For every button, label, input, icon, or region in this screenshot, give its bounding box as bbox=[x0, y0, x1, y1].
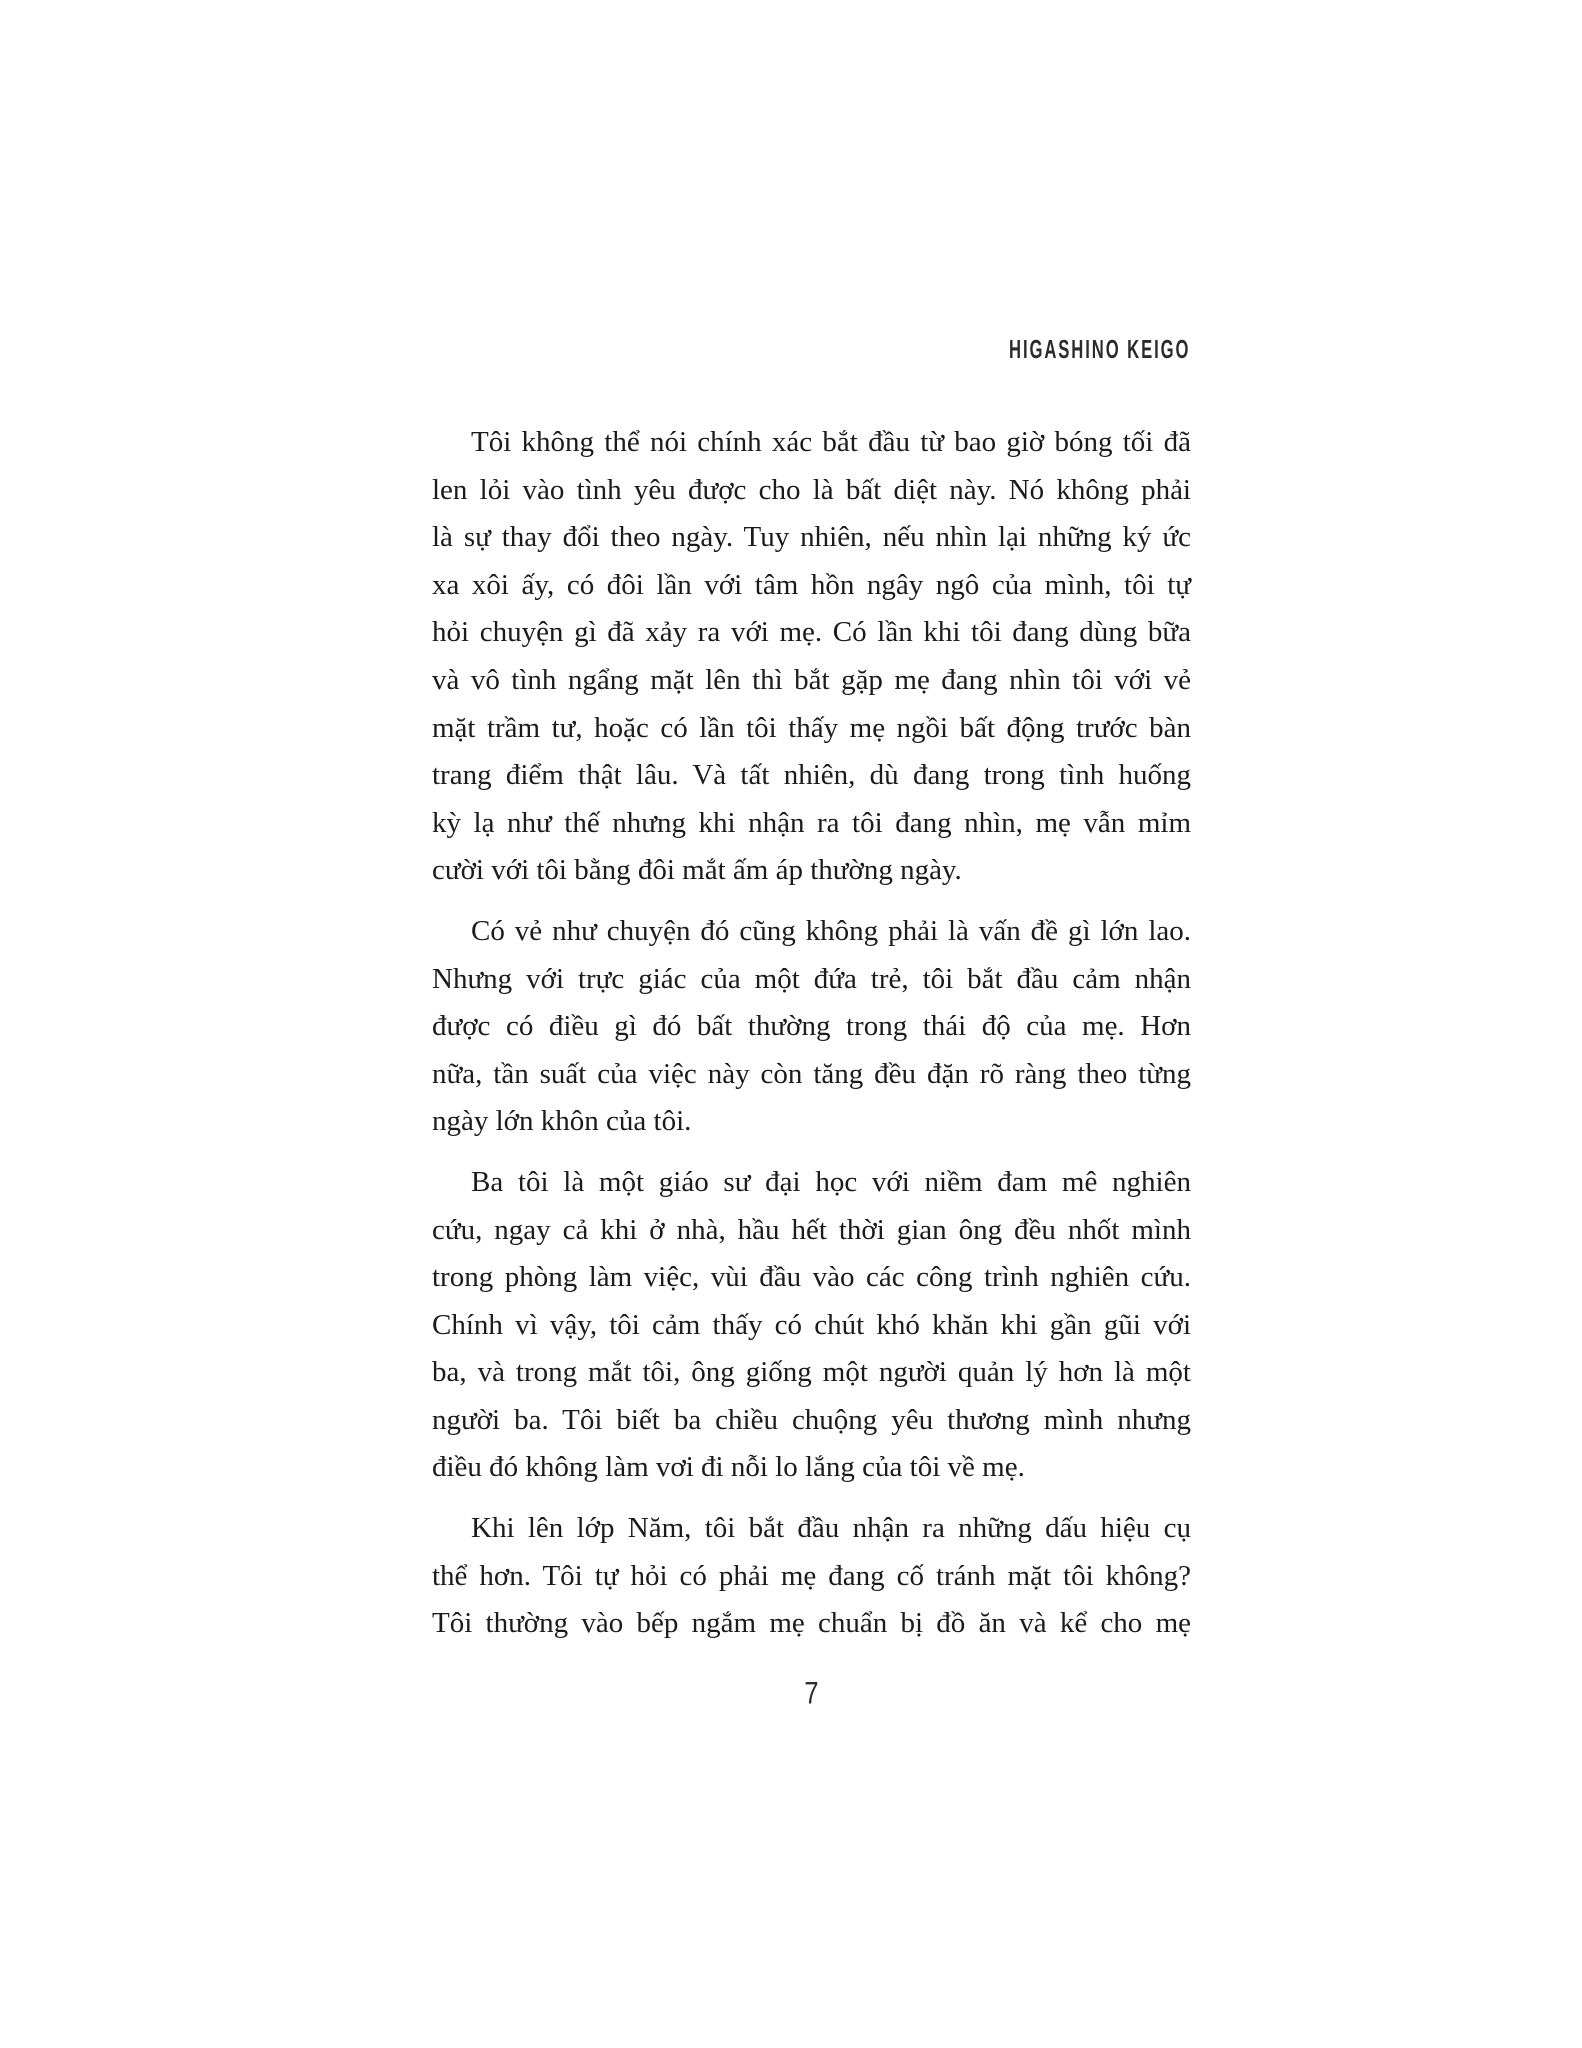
text-line: người ba. Tôi biết ba chiều chuộng yêu thương mình nhưng bbox=[432, 1403, 1191, 1436]
text-line: Nhưng với trực giác của một đứa trẻ, tôi bắt đầu cảm nhận bbox=[432, 962, 1191, 995]
paragraph bbox=[432, 419, 1191, 895]
text-line: kỳ lạ như thế nhưng khi nhận ra tôi đang nhìn, mẹ vẫn mỉm bbox=[432, 806, 1191, 839]
text-line: được có điều gì đó bất thường trong thái độ của mẹ. Hơn bbox=[432, 1010, 1191, 1043]
text-line: Tôi thường vào bếp ngắm mẹ chuẩn bị đồ ăn và kể cho mẹ bbox=[432, 1607, 1191, 1640]
text-line: thể hơn. Tôi tự hỏi có phải mẹ đang cố tránh mặt tôi không? bbox=[432, 1559, 1191, 1592]
text-line: ngày lớn khôn của tôi. bbox=[432, 1105, 692, 1138]
text-line: Khi lên lớp Năm, tôi bắt đầu nhận ra những dấu hiệu cụ bbox=[471, 1512, 1191, 1545]
text-line: mặt trầm tư, hoặc có lần tôi thấy mẹ ngồi bất động trước bàn bbox=[432, 711, 1191, 744]
text-line: ba, và trong mắt tôi, ông giống một người quản lý hơn là một bbox=[432, 1356, 1191, 1389]
text-line: cứu, ngay cả khi ở nhà, hầu hết thời gian ông đều nhốt mình bbox=[432, 1213, 1191, 1246]
text-line: Chính vì vậy, tôi cảm thấy có chút khó khăn khi gần gũi với bbox=[432, 1308, 1191, 1341]
text-line: Tôi không thể nói chính xác bắt đầu từ bao giờ bóng tối đã bbox=[471, 426, 1191, 458]
text-line: cười với tôi bằng đôi mắt ấm áp thường ngày. bbox=[432, 854, 962, 887]
author-running-header: HIGASHINO KEIGO bbox=[1008, 334, 1190, 364]
text-line: trang điểm thật lâu. Và tất nhiên, dù đang trong tình huống bbox=[432, 759, 1191, 792]
body-text bbox=[432, 419, 1191, 1648]
text-line: điều đó không làm vơi đi nỗi lo lắng của tôi về mẹ. bbox=[432, 1451, 1025, 1484]
paragraph bbox=[432, 1159, 1191, 1492]
paragraph bbox=[432, 1505, 1191, 1648]
text-line: Ba tôi là một giáo sư đại học với niềm đam mê nghiên bbox=[471, 1165, 1191, 1198]
paragraph bbox=[432, 908, 1191, 1146]
text-line: trong phòng làm việc, vùi đầu vào các công trình nghiên cứu. bbox=[432, 1261, 1191, 1294]
text-line: và vô tình ngẩng mặt lên thì bắt gặp mẹ đang nhìn tôi với vẻ bbox=[432, 663, 1191, 696]
text-line: xa xôi ấy, có đôi lần với tâm hồn ngây ngô của mình, tôi tự bbox=[432, 568, 1191, 601]
text-line: nữa, tần suất của việc này còn tăng đều đặn rõ ràng theo từng bbox=[432, 1057, 1191, 1090]
page-number: 7 bbox=[804, 1676, 819, 1711]
text-line: là sự thay đổi theo ngày. Tuy nhiên, nếu nhìn lại những ký ức bbox=[432, 521, 1191, 554]
text-line: hỏi chuyện gì đã xảy ra với mẹ. Có lần khi tôi đang dùng bữa bbox=[432, 616, 1191, 649]
text-line: len lỏi vào tình yêu được cho là bất diệt này. Nó không phải bbox=[432, 473, 1191, 506]
text-line: Có vẻ như chuyện đó cũng không phải là vấn đề gì lớn lao. bbox=[471, 914, 1191, 947]
